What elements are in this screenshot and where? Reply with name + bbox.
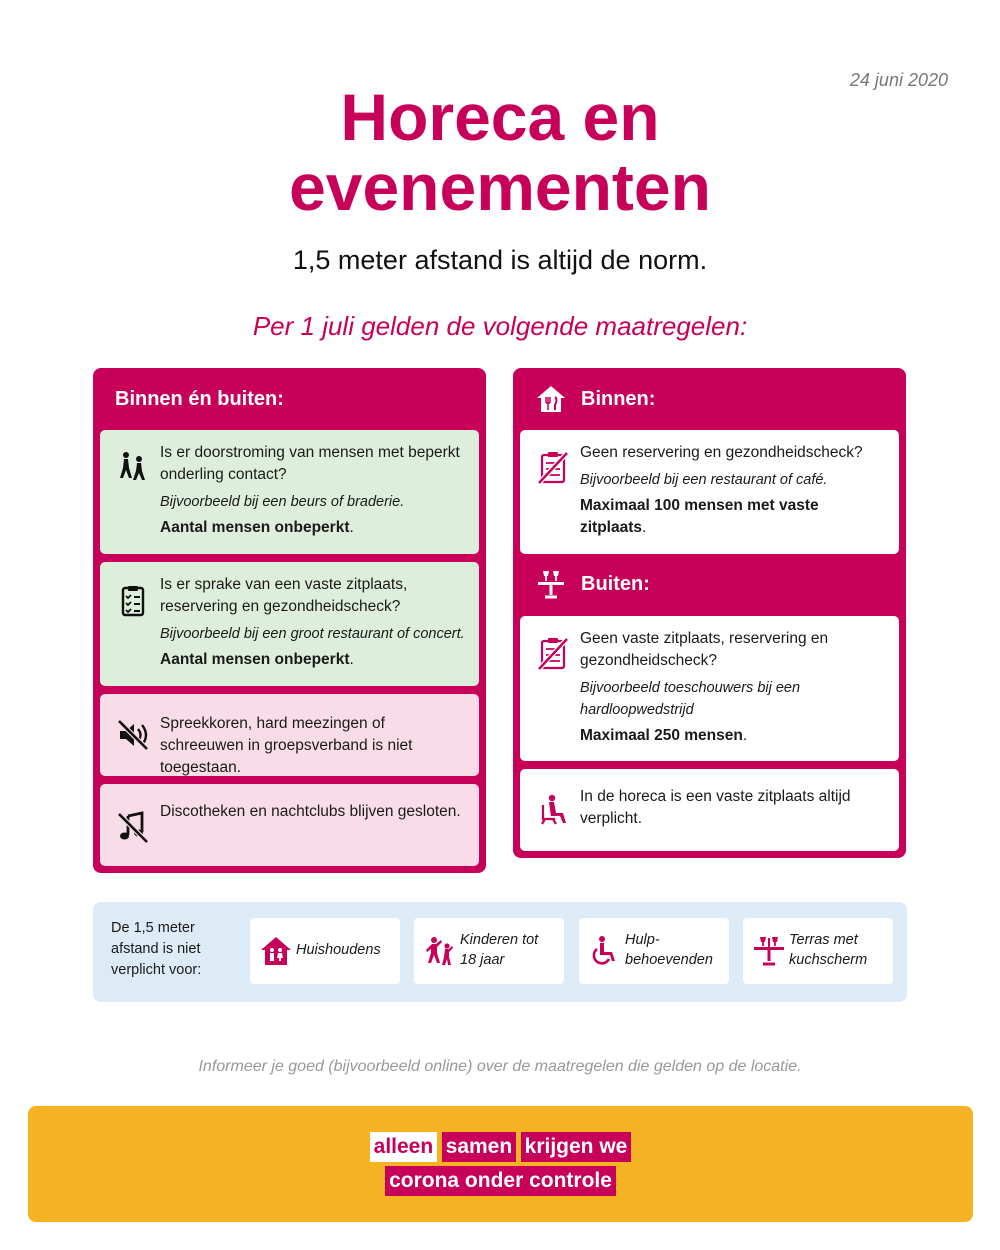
card-fixed-seat [100,562,479,686]
terrace-table-icon [536,569,566,599]
outside-heading: Buiten: [581,573,650,595]
card-text: In de horeca is een vaste zitplaats altijd verplicht. [580,788,851,827]
card-result-suffix: . [642,519,647,536]
card-text: Spreekkoren, hard meezingen of schreeuwen in groepsverband is niet toegestaan. [160,715,413,776]
exemption-label: Terras met kuchscherm [789,932,868,968]
subtitle: 1,5 meter afstand is altijd de norm. [292,245,708,275]
terrace-screen-icon [753,935,785,967]
panel-inside-and-outside [93,368,486,873]
slogan-word: krijgen we [521,1132,632,1162]
card-text: Geen vaste zitplaats, reservering en gezondheidscheck? [580,630,829,669]
exemption-label: Kinderen tot 18 jaar [460,932,539,968]
exemption-children [414,918,564,984]
date: 24 juni 2020 [849,70,948,90]
card-result: Maximaal 100 mensen met vaste zitplaats [580,497,819,536]
card-text: Discotheken en nachtclubs blijven gesloten. [160,803,461,820]
exemptions-label: De 1,5 meter afstand is niet verplicht voor: [111,920,202,978]
card-text: Geen reservering en gezondheidscheck? [580,444,863,461]
panel-heading: Binnen én buiten: [115,388,284,410]
page-title-line-2: evenementen [289,150,711,224]
card-result-suffix: . [349,519,354,536]
seated-person-icon [536,793,570,827]
page-title-line-1: Horeca en [340,80,660,154]
card-result-suffix: . [349,651,354,668]
slogan-word: corona onder controle [385,1166,616,1196]
card-inside-no-reservation [520,430,899,554]
card-flow-through [100,430,479,554]
exemption-label: Hulp-behoevenden [625,932,713,968]
exemption-households [250,918,400,984]
card-result: Aantal mensen onbeperkt [160,519,350,536]
slogan-word: alleen [370,1132,438,1162]
exemptions-box [93,902,907,1002]
no-checklist-icon [536,450,570,484]
card-example: Bijvoorbeeld bij een groot restaurant of concert. [160,626,465,642]
slogan-word: samen [442,1132,517,1162]
card-horeca-seat-required [520,769,899,851]
exemption-label: Huishoudens [296,942,381,958]
clipboard-checklist-icon [116,584,150,618]
card-example: Bijvoorbeeld toeschouwers bij een hardloopwedstrijd [580,680,801,718]
walking-people-icon [116,450,150,484]
card-no-shouting [100,694,479,776]
card-result-suffix: . [742,727,748,744]
card-text: Is er sprake van een vaste zitplaats, reservering en gezondheidscheck? [160,576,408,615]
children-icon [424,935,456,967]
panel-inside-outside [513,368,906,858]
household-icon [260,935,292,967]
exemption-assistance [579,918,729,984]
card-example: Bijvoorbeeld bij een restaurant of café. [580,472,828,488]
footnote: Informeer je goed (bijvoorbeeld online) over de maatregelen die gelden op de locatie. [198,1058,802,1075]
wheelchair-icon [589,935,621,967]
card-outside-no-seat [520,616,899,761]
no-shouting-icon [116,718,150,752]
house-restaurant-icon [536,384,566,414]
exemption-terrace [743,918,893,984]
card-result: Aantal mensen onbeperkt [160,651,350,668]
card-nightclubs-closed [100,784,479,866]
card-result: Maximaal 250 mensen [580,727,743,744]
slogan-banner [28,1106,973,1222]
intro-text: Per 1 juli gelden de volgende maatregelen: [252,311,748,341]
no-music-icon [116,810,150,844]
card-example: Bijvoorbeeld bij een beurs of braderie. [160,494,405,510]
inside-heading: Binnen: [581,388,656,410]
no-checklist-icon [536,636,570,670]
card-text: Is er doorstroming van mensen met beperkt onderling contact? [160,444,460,483]
